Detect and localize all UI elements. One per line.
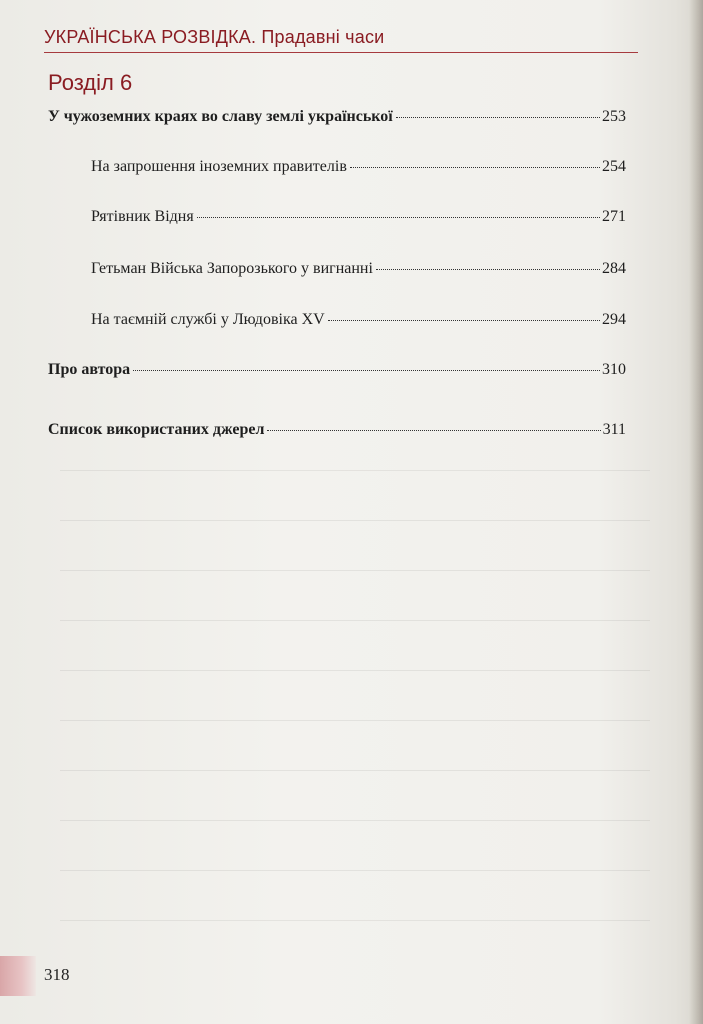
toc-entry-title: Список використаних джерел bbox=[48, 421, 265, 438]
toc-entry-title: Про автора bbox=[48, 361, 131, 378]
dot-leader bbox=[328, 320, 600, 321]
toc-entry bbox=[48, 108, 626, 126]
page-corner-tab bbox=[0, 956, 36, 996]
toc-entry bbox=[48, 361, 626, 379]
toc-entry-title: Гетьман Війська Запорозького у вигнанні bbox=[91, 260, 373, 277]
running-header: УКРАЇНСЬКА РОЗВІДКА. Прадавні часи bbox=[44, 27, 385, 47]
toc-entry bbox=[91, 208, 626, 226]
header-rule bbox=[44, 52, 638, 53]
chapter-label: Розділ 6 bbox=[48, 70, 133, 95]
toc-entry-title: На таємній службі у Людовіка XV bbox=[91, 311, 325, 328]
toc-entry bbox=[91, 158, 626, 176]
page-number: 318 bbox=[44, 965, 70, 984]
toc-entry-page: 294 bbox=[602, 311, 626, 328]
toc-entry-title: У чужоземних краях во славу землі української bbox=[48, 108, 393, 125]
toc-entry bbox=[91, 260, 626, 278]
toc-entry bbox=[48, 421, 626, 439]
dot-leader bbox=[396, 117, 600, 118]
toc-entry-page: 253 bbox=[602, 108, 626, 125]
toc-entry-page: 254 bbox=[602, 158, 626, 175]
dot-leader bbox=[350, 167, 600, 168]
dot-leader bbox=[267, 430, 600, 431]
toc-entry-page: 284 bbox=[602, 260, 626, 277]
toc-entry-title: На запрошення іноземних правителів bbox=[91, 158, 347, 175]
toc-entry-page: 271 bbox=[602, 208, 626, 225]
page-edge-shadow bbox=[689, 0, 703, 1024]
toc-entry bbox=[91, 311, 626, 329]
dot-leader bbox=[133, 370, 600, 371]
toc-entry-title: Рятівник Відня bbox=[91, 208, 194, 225]
bleed-through-lines bbox=[60, 470, 650, 950]
dot-leader bbox=[197, 217, 600, 218]
toc-entry-page: 310 bbox=[602, 361, 626, 378]
dot-leader bbox=[376, 269, 600, 270]
toc-entry-page: 311 bbox=[602, 421, 626, 438]
